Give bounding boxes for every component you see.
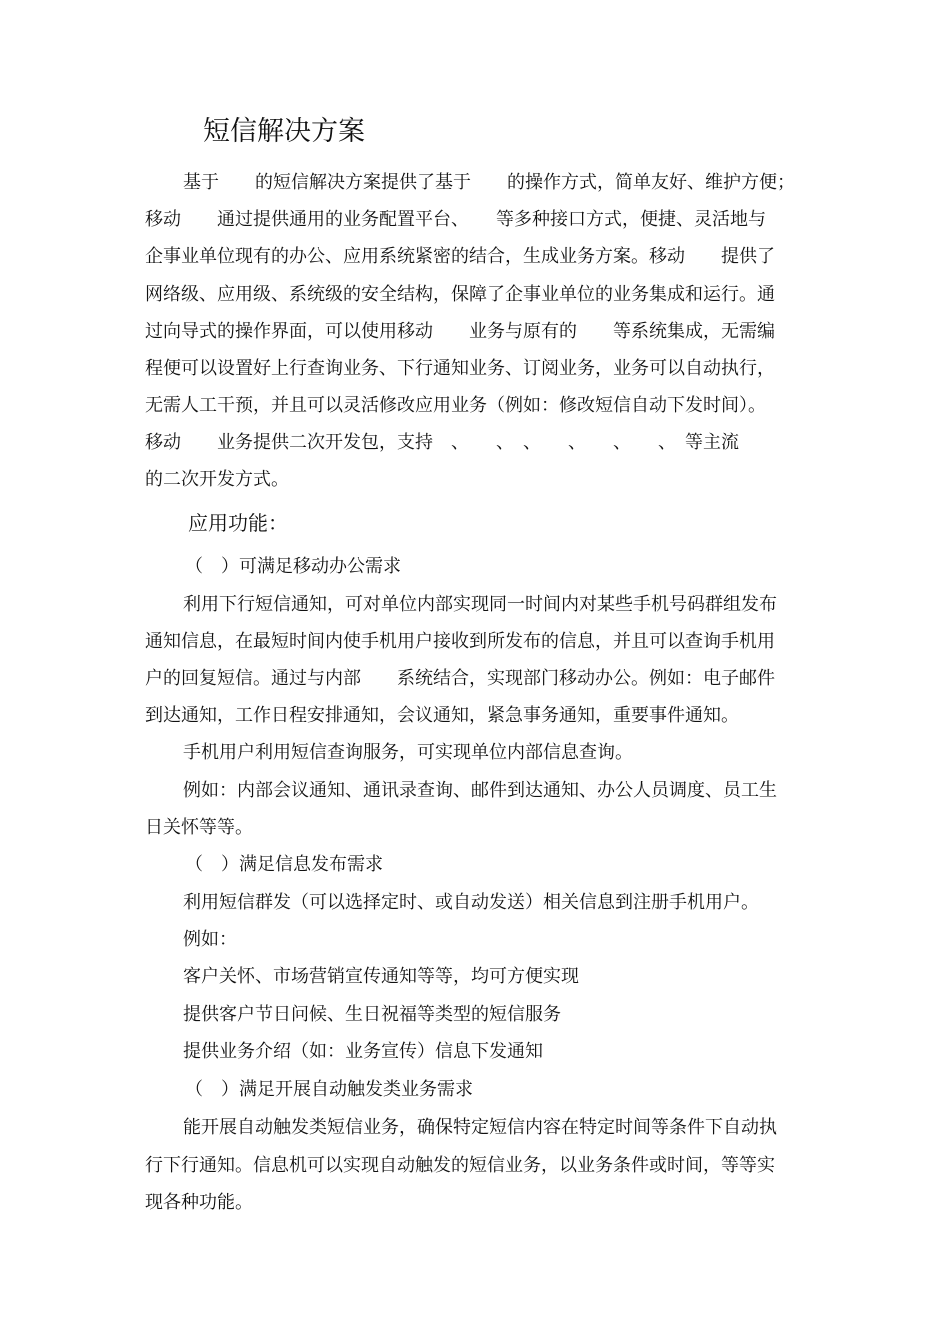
section3-para-line-1: 能开展自动触发类短信业务，确保特定短信内容在特定时间等条件下自动执 (183, 1117, 777, 1138)
section1-para1-line-4: 到达通知，工作日程安排通知，会议通知，紧急事务通知，重要事件通知。 (145, 705, 739, 726)
intro-line-3: 企事业单位现有的办公、应用系统紧密的结合，生成业务方案。移动 提供了 (145, 246, 775, 267)
section3-heading: （ ）满足开展自动触发类业务需求 (185, 1079, 473, 1100)
section1-para3-line-1: 例如：内部会议通知、通讯录查询、邮件到达通知、办公人员调度、员工生 (183, 780, 777, 801)
intro-line-8: 移动 业务提供二次开发包，支持 、 、 、 、 、 、 等主流 (145, 432, 739, 453)
intro-line-6: 程便可以设置好上行查询业务、下行通知业务、订阅业务，业务可以自动执行， (145, 358, 775, 379)
section1-heading: （ ）可满足移动办公需求 (185, 556, 401, 577)
intro-line-4: 网络级、应用级、系统级的安全结构，保障了企事业单位的业务集成和运行。通 (145, 284, 775, 305)
section2-item-3: 客户关怀、市场营销宣传通知等等，均可方便实现 (183, 966, 579, 987)
section2-heading: （ ）满足信息发布需求 (185, 854, 383, 875)
intro-line-1: 基于 的短信解决方案提供了基于 的操作方式，简单友好、维护方便； (183, 172, 795, 193)
intro-line-7: 无需人工干预，并且可以灵活修改应用业务（例如：修改短信自动下发时间）。 (145, 395, 766, 416)
section1-para3-line-2: 日关怀等等。 (145, 817, 253, 838)
section3-para-line-2: 行下行通知。信息机可以实现自动触发的短信业务，以业务条件或时间，等等实 (145, 1155, 775, 1176)
intro-line-5: 过向导式的操作界面，可以使用移动 业务与原有的 等系统集成，无需编 (145, 321, 775, 342)
section1-para2: 手机用户利用短信查询服务，可实现单位内部信息查询。 (183, 742, 633, 763)
functions-heading: 应用功能： (188, 511, 288, 535)
section2-item-1: 利用短信群发（可以选择定时、或自动发送）相关信息到注册手机用户。 (183, 892, 759, 913)
section1-para1-line-1: 利用下行短信通知，可对单位内部实现同一时间内对某些手机号码群组发布 (183, 594, 777, 615)
section3-para-line-3: 现各种功能。 (145, 1192, 253, 1213)
intro-line-9: 的二次开发方式。 (145, 469, 289, 490)
section1-para1-line-3: 户的回复短信。通过与内部 系统结合，实现部门移动办公。例如：电子邮件 (145, 668, 775, 689)
document-title: 短信解决方案 (203, 116, 365, 147)
intro-line-2: 移动 通过提供通用的业务配置平台、 等多种接口方式，便捷、灵活地与 (145, 209, 766, 230)
section2-item-4: 提供客户节日问候、生日祝福等类型的短信服务 (183, 1004, 561, 1025)
section2-item-2: 例如： (183, 929, 237, 950)
section1-para1-line-2: 通知信息，在最短时间内使手机用户接收到所发布的信息，并且可以查询手机用 (145, 631, 775, 652)
section2-item-5: 提供业务介绍（如：业务宣传）信息下发通知 (183, 1041, 543, 1062)
